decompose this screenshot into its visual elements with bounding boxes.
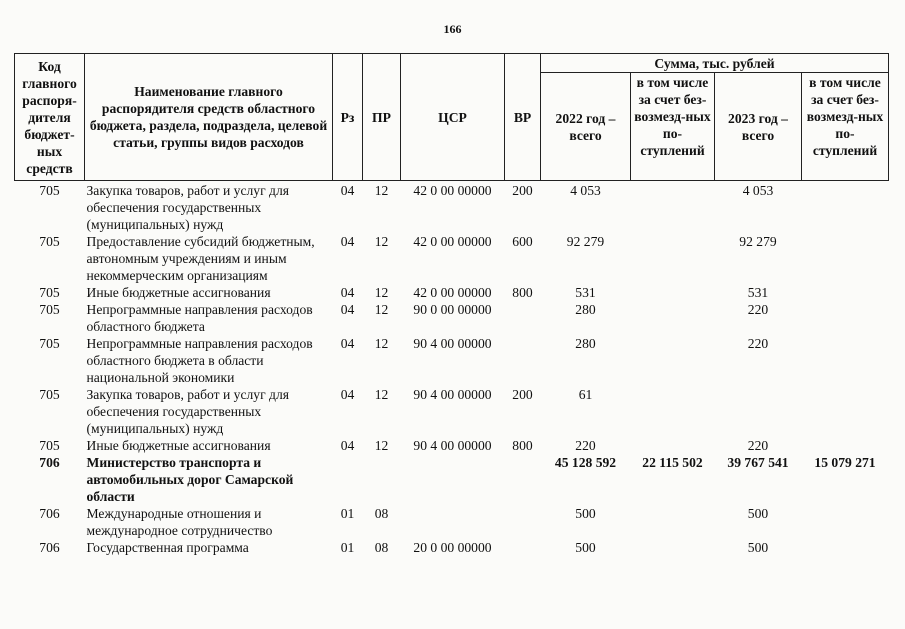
cell-2023-free bbox=[802, 437, 889, 454]
cell-2022: 4 053 bbox=[570, 183, 601, 198]
cell-pr: 12 bbox=[374, 183, 389, 198]
cell-csr: 20 0 00 00000 bbox=[413, 540, 492, 555]
cell-2022: 531 bbox=[575, 285, 596, 300]
cell-2022-free: 22 115 502 bbox=[642, 455, 703, 470]
cell-2023 bbox=[715, 386, 802, 437]
cell-kod: 706 bbox=[39, 506, 60, 521]
cell-2023-free: 15 079 271 bbox=[814, 455, 876, 470]
col-header-2023: 2023 год – всего bbox=[715, 73, 802, 181]
col-header-vr: ВР bbox=[505, 54, 541, 181]
table-row bbox=[15, 335, 889, 386]
cell-name: Непрограммные направления расходов областного бюджета bbox=[86, 302, 313, 334]
col-header-rz: Рз bbox=[333, 54, 363, 181]
cell-2022: 45 128 592 bbox=[554, 455, 617, 470]
cell-2023: 39 767 541 bbox=[727, 455, 789, 470]
cell-kod: 705 bbox=[39, 234, 60, 249]
cell-csr: 42 0 00 00000 bbox=[413, 285, 492, 300]
cell-vr: 800 bbox=[512, 285, 533, 300]
cell-rz: 04 bbox=[340, 387, 355, 402]
col-header-csr: ЦСР bbox=[401, 54, 505, 181]
col-header-2022-free: в том числе за счет без-возмезд-ных по-ступлений bbox=[631, 73, 715, 181]
cell-rz: 01 bbox=[340, 540, 355, 555]
cell-kod: 706 bbox=[39, 540, 60, 555]
cell-rz: 04 bbox=[340, 285, 355, 300]
cell-2022: 220 bbox=[575, 438, 596, 453]
cell-2023: 92 279 bbox=[739, 234, 777, 249]
cell-2023-free bbox=[802, 284, 889, 301]
cell-vr: 200 bbox=[512, 387, 533, 402]
cell-2022-free bbox=[631, 386, 715, 437]
table-row bbox=[15, 505, 889, 539]
cell-2022-free bbox=[631, 301, 715, 335]
cell-kod: 705 bbox=[39, 336, 60, 351]
cell-name: Иные бюджетные ассигнования bbox=[86, 438, 271, 453]
cell-2023-free bbox=[802, 181, 889, 234]
cell-name: Закупка товаров, работ и услуг для обеспечения государственных (муниципальных) нужд bbox=[86, 183, 290, 232]
cell-vr bbox=[505, 454, 541, 505]
cell-2022: 500 bbox=[575, 540, 596, 555]
cell-2023-free bbox=[802, 505, 889, 539]
cell-rz: 01 bbox=[340, 506, 355, 521]
cell-2022: 61 bbox=[578, 387, 593, 402]
table-row bbox=[15, 454, 889, 505]
cell-vr bbox=[505, 335, 541, 386]
cell-name: Закупка товаров, работ и услуг для обеспечения государственных (муниципальных) нужд bbox=[86, 387, 290, 436]
cell-2022: 280 bbox=[575, 336, 596, 351]
col-header-2022: 2022 год – всего bbox=[541, 73, 631, 181]
cell-csr: 90 4 00 00000 bbox=[413, 438, 492, 453]
cell-2022: 280 bbox=[575, 302, 596, 317]
cell-name: Международные отношения и международное сотрудничество bbox=[86, 506, 273, 538]
cell-2023-free bbox=[802, 335, 889, 386]
cell-2022-free bbox=[631, 437, 715, 454]
cell-2023-free bbox=[802, 386, 889, 437]
cell-rz bbox=[333, 454, 363, 505]
cell-rz: 04 bbox=[340, 234, 355, 249]
cell-csr: 90 0 00 00000 bbox=[413, 302, 492, 317]
col-header-summa: Сумма, тыс. рублей bbox=[541, 54, 889, 73]
cell-2023: 531 bbox=[747, 285, 769, 300]
cell-2023-free bbox=[802, 233, 889, 284]
cell-csr: 90 4 00 00000 bbox=[413, 336, 492, 351]
cell-pr: 08 bbox=[374, 540, 389, 555]
cell-kod: 705 bbox=[39, 302, 60, 317]
cell-2023: 220 bbox=[747, 302, 769, 317]
cell-pr: 12 bbox=[374, 234, 389, 249]
cell-rz: 04 bbox=[340, 438, 355, 453]
cell-2023: 500 bbox=[747, 506, 769, 521]
cell-vr: 800 bbox=[512, 438, 533, 453]
table-row bbox=[15, 181, 889, 234]
cell-csr bbox=[401, 454, 505, 505]
cell-kod: 705 bbox=[39, 438, 60, 453]
cell-2023: 500 bbox=[747, 540, 769, 555]
cell-csr: 42 0 00 00000 bbox=[413, 234, 492, 249]
cell-2023: 220 bbox=[747, 336, 769, 351]
cell-name: Иные бюджетные ассигнования bbox=[86, 285, 271, 300]
cell-pr: 12 bbox=[374, 387, 389, 402]
col-header-name: Наименование главного распорядителя средств областного бюджета, раздела, подраздела, целевой статьи, группы видов расходов bbox=[85, 54, 333, 181]
table-row bbox=[15, 233, 889, 284]
cell-name: Предоставление субсидий бюджетным, автономным учреждениям и иным некоммерческим организациям bbox=[86, 234, 315, 283]
cell-vr bbox=[505, 301, 541, 335]
col-header-kod: Код главного распоря-дителя бюджет-ных средств bbox=[15, 54, 85, 181]
page-number: 166 bbox=[443, 22, 462, 36]
cell-name: Непрограммные направления расходов областного бюджета в области национальной экономики bbox=[86, 336, 313, 385]
cell-pr bbox=[363, 454, 401, 505]
cell-csr bbox=[401, 505, 505, 539]
table-row bbox=[15, 386, 889, 437]
cell-2023-free bbox=[802, 539, 889, 556]
table-row bbox=[15, 284, 889, 301]
cell-2022: 500 bbox=[575, 506, 596, 521]
cell-2023-free bbox=[802, 301, 889, 335]
cell-name: Государственная программа bbox=[86, 540, 249, 555]
cell-kod: 705 bbox=[39, 183, 60, 198]
table-row bbox=[15, 539, 889, 556]
cell-pr: 12 bbox=[374, 302, 389, 317]
cell-rz: 04 bbox=[340, 302, 355, 317]
cell-name: Министерство транспорта и автомобильных дорог Самарской области bbox=[86, 455, 294, 504]
table-body bbox=[15, 181, 889, 557]
cell-csr: 90 4 00 00000 bbox=[413, 387, 492, 402]
cell-2023: 220 bbox=[747, 438, 769, 453]
cell-csr: 42 0 00 00000 bbox=[413, 183, 492, 198]
cell-2022: 92 279 bbox=[566, 234, 605, 249]
cell-rz: 04 bbox=[340, 183, 355, 198]
cell-vr bbox=[505, 539, 541, 556]
cell-kod: 706 bbox=[39, 455, 60, 470]
cell-2022-free bbox=[631, 335, 715, 386]
cell-kod: 705 bbox=[39, 285, 60, 300]
cell-vr: 600 bbox=[512, 234, 533, 249]
cell-kod: 705 bbox=[39, 387, 60, 402]
cell-2022-free bbox=[631, 233, 715, 284]
cell-vr: 200 bbox=[512, 183, 533, 198]
cell-vr bbox=[505, 505, 541, 539]
table-row bbox=[15, 437, 889, 454]
cell-2022-free bbox=[631, 539, 715, 556]
cell-2022-free bbox=[631, 505, 715, 539]
col-header-2023-free: в том числе за счет без-возмезд-ных по-ступлений bbox=[802, 73, 889, 181]
cell-rz: 04 bbox=[340, 336, 355, 351]
table-row bbox=[15, 301, 889, 335]
cell-pr: 12 bbox=[374, 285, 389, 300]
cell-pr: 08 bbox=[374, 506, 389, 521]
cell-2023: 4 053 bbox=[742, 183, 774, 198]
budget-table bbox=[14, 53, 889, 556]
col-header-pr: ПР bbox=[363, 54, 401, 181]
cell-pr: 12 bbox=[374, 438, 389, 453]
cell-2022-free bbox=[631, 181, 715, 234]
cell-2022-free bbox=[631, 284, 715, 301]
cell-pr: 12 bbox=[374, 336, 389, 351]
